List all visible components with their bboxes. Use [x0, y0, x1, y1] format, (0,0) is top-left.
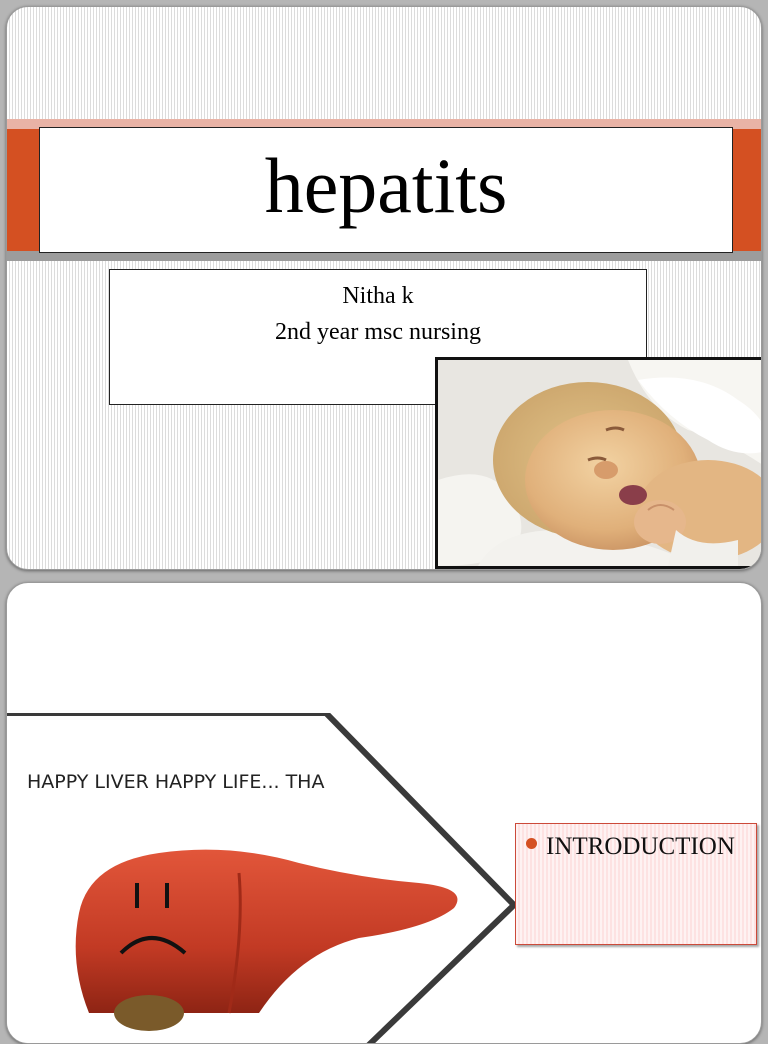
- bullet-dot-icon: [526, 838, 537, 849]
- title-slide: [6, 6, 762, 570]
- presenter-course: 2nd year msc nursing: [275, 319, 481, 345]
- liver-image-panel: [6, 713, 529, 1044]
- slide-title: hepatits: [264, 142, 508, 229]
- title-box: [39, 127, 733, 253]
- introduction-label: INTRODUCTION: [546, 833, 735, 860]
- liver-caption: HAPPY LIVER HAPPY LIFE... THA: [27, 771, 325, 793]
- jaundiced-baby-photo: [435, 357, 762, 569]
- title-band-right: [733, 129, 761, 251]
- title-band-left: [7, 129, 39, 251]
- presenter-name: Nitha k: [342, 283, 414, 309]
- content-slide: [6, 582, 762, 1044]
- introduction-box: [515, 823, 757, 945]
